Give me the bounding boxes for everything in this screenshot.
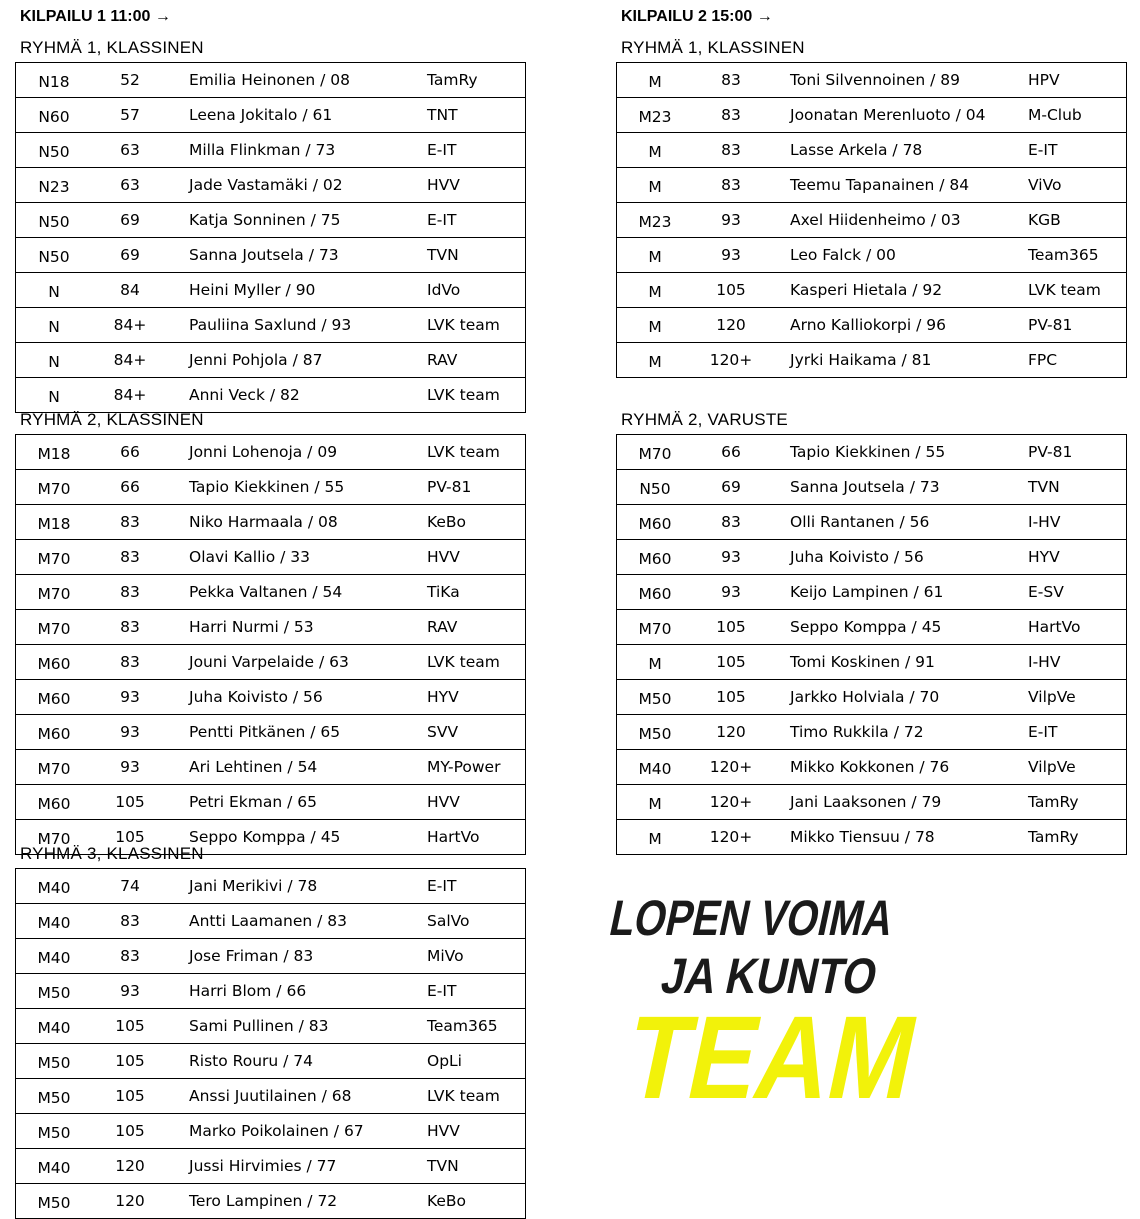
club-cell: LVK team (427, 1079, 526, 1114)
lifter-name-cell: Tomi Koskinen / 91 (769, 645, 1028, 680)
club-cell: FPC (1028, 343, 1127, 378)
table-row (16, 645, 526, 680)
weight-cell: 52 (92, 63, 168, 98)
weight-class-cell: N (16, 273, 93, 308)
club-cell: HVV (427, 540, 526, 575)
weight-cell: 84+ (92, 343, 168, 378)
weight-class-cell: M50 (16, 1044, 93, 1079)
table-row (16, 1044, 526, 1079)
club-cell: HPV (1028, 63, 1127, 98)
weight-cell: 93 (92, 680, 168, 715)
club-cell: TamRy (427, 63, 526, 98)
lifter-name-cell: Pauliina Saxlund / 93 (168, 308, 427, 343)
lifter-name-cell: Juha Koivisto / 56 (769, 540, 1028, 575)
club-cell: KeBo (427, 1184, 526, 1219)
lifter-name-cell: Jani Laaksonen / 79 (769, 785, 1028, 820)
lifter-name-cell: Sanna Joutsela / 73 (769, 470, 1028, 505)
club-cell: LVK team (1028, 273, 1127, 308)
lifter-name-cell: Harri Nurmi / 53 (168, 610, 427, 645)
weight-class-cell: N (16, 343, 93, 378)
club-cell: E-IT (427, 869, 526, 904)
lifter-name-cell: Jouni Varpelaide / 63 (168, 645, 427, 680)
lifter-name-cell: Milla Flinkman / 73 (168, 133, 427, 168)
weight-cell: 83 (92, 904, 168, 939)
weight-cell: 93 (92, 750, 168, 785)
table-row (16, 168, 526, 203)
club-cell: HVV (427, 1114, 526, 1149)
competitor-table (15, 434, 526, 855)
lifter-name-cell: Jussi Hirvimies / 77 (168, 1149, 427, 1184)
table-row (16, 133, 526, 168)
weight-class-cell: M60 (16, 680, 93, 715)
weight-class-cell: M (617, 133, 694, 168)
weight-cell: 83 (92, 575, 168, 610)
lifter-name-cell: Mikko Tiensuu / 78 (769, 820, 1028, 855)
lifter-name-cell: Timo Rukkila / 72 (769, 715, 1028, 750)
club-cell: E-IT (427, 974, 526, 1009)
weight-cell: 93 (693, 540, 769, 575)
weight-class-cell: M (617, 308, 694, 343)
group-title: RYHMÄ 2, KLASSINEN (20, 410, 204, 429)
lifter-name-cell: Sami Pullinen / 83 (168, 1009, 427, 1044)
weight-class-cell: M18 (16, 435, 93, 470)
lifter-name-cell: Axel Hiidenheimo / 03 (769, 203, 1028, 238)
weight-cell: 63 (92, 133, 168, 168)
weight-class-cell: M (617, 63, 694, 98)
weight-class-cell: M40 (16, 1009, 93, 1044)
weight-class-cell: N50 (16, 238, 93, 273)
table-row (16, 238, 526, 273)
weight-class-cell: M70 (16, 820, 93, 855)
club-cell: LVK team (427, 308, 526, 343)
weight-class-cell: N23 (16, 168, 93, 203)
table-row (16, 939, 526, 974)
table-row (617, 435, 1127, 470)
weight-class-cell: M50 (16, 1079, 93, 1114)
group-title: RYHMÄ 1, KLASSINEN (621, 38, 805, 57)
lifter-name-cell: Joonatan Merenluoto / 04 (769, 98, 1028, 133)
club-cell: E-SV (1028, 575, 1127, 610)
table-row (617, 470, 1127, 505)
weight-class-cell: M50 (16, 1184, 93, 1219)
club-cell: RAV (427, 343, 526, 378)
weight-class-cell: N60 (16, 98, 93, 133)
table-row (16, 378, 526, 413)
weight-class-cell: M60 (16, 785, 93, 820)
table-row (16, 610, 526, 645)
lifter-name-cell: Katja Sonninen / 75 (168, 203, 427, 238)
weight-class-cell: N18 (16, 63, 93, 98)
lifter-name-cell: Emilia Heinonen / 08 (168, 63, 427, 98)
table-row (16, 869, 526, 904)
weight-cell: 66 (92, 435, 168, 470)
weight-cell: 105 (92, 820, 168, 855)
weight-class-cell: M40 (16, 1149, 93, 1184)
table-row (617, 505, 1127, 540)
weight-cell: 105 (92, 1044, 168, 1079)
club-cell: Team365 (1028, 238, 1127, 273)
club-cell: HartVo (1028, 610, 1127, 645)
lifter-name-cell: Ari Lehtinen / 54 (168, 750, 427, 785)
club-cell: MY-Power (427, 750, 526, 785)
lifter-name-cell: Seppo Komppa / 45 (168, 820, 427, 855)
weight-class-cell: M40 (16, 869, 93, 904)
lifter-name-cell: Niko Harmaala / 08 (168, 505, 427, 540)
weight-class-cell: M70 (16, 610, 93, 645)
lifter-name-cell: Keijo Lampinen / 61 (769, 575, 1028, 610)
weight-class-cell: M (617, 820, 694, 855)
table-row (16, 98, 526, 133)
table-row (617, 575, 1127, 610)
club-cell: PV-81 (427, 470, 526, 505)
table-row (617, 750, 1127, 785)
weight-class-cell: M40 (16, 939, 93, 974)
club-cell: OpLi (427, 1044, 526, 1079)
weight-cell: 83 (693, 133, 769, 168)
team-logo (604, 880, 1030, 1124)
table-row (617, 343, 1127, 378)
weight-class-cell: M70 (16, 540, 93, 575)
club-cell: VilpVe (1028, 680, 1127, 715)
table-row (16, 1149, 526, 1184)
lifter-name-cell: Tapio Kiekkinen / 55 (769, 435, 1028, 470)
club-cell: TamRy (1028, 785, 1127, 820)
table-row (617, 133, 1127, 168)
weight-cell: 105 (693, 645, 769, 680)
group-title: RYHMÄ 2, VARUSTE (621, 410, 788, 429)
table-row (16, 273, 526, 308)
lifter-name-cell: Jarkko Holviala / 70 (769, 680, 1028, 715)
competitor-table (616, 434, 1127, 855)
club-cell: TNT (427, 98, 526, 133)
table-row (617, 168, 1127, 203)
table-row (16, 203, 526, 238)
weight-cell: 83 (693, 505, 769, 540)
weight-class-cell: N50 (16, 133, 93, 168)
weight-cell: 93 (693, 575, 769, 610)
weight-cell: 83 (693, 98, 769, 133)
lifter-name-cell: Lasse Arkela / 78 (769, 133, 1028, 168)
club-cell: E-IT (427, 133, 526, 168)
weight-class-cell: M23 (617, 98, 694, 133)
weight-cell: 120 (693, 715, 769, 750)
lifter-name-cell: Heini Myller / 90 (168, 273, 427, 308)
table-row (16, 540, 526, 575)
lifter-name-cell: Arno Kalliokorpi / 96 (769, 308, 1028, 343)
club-cell: HartVo (427, 820, 526, 855)
weight-class-cell: M (617, 238, 694, 273)
club-cell: SalVo (427, 904, 526, 939)
logo-line-3: TEAM (615, 992, 978, 1124)
weight-class-cell: M70 (617, 610, 694, 645)
club-cell: IdVo (427, 273, 526, 308)
competitor-table (616, 62, 1127, 378)
lifter-name-cell: Anni Veck / 82 (168, 378, 427, 413)
club-cell: KeBo (427, 505, 526, 540)
weight-cell: 66 (92, 470, 168, 505)
club-cell: SVV (427, 715, 526, 750)
weight-class-cell: N50 (16, 203, 93, 238)
club-cell: HVV (427, 168, 526, 203)
lifter-name-cell: Jade Vastamäki / 02 (168, 168, 427, 203)
weight-cell: 120 (693, 308, 769, 343)
lifter-name-cell: Olli Rantanen / 56 (769, 505, 1028, 540)
club-cell: TVN (427, 238, 526, 273)
weight-cell: 57 (92, 98, 168, 133)
weight-class-cell: N (16, 378, 93, 413)
weight-class-cell: M (617, 785, 694, 820)
table-row (16, 505, 526, 540)
competitor-table (15, 868, 526, 1219)
table-row (16, 1009, 526, 1044)
club-cell: E-IT (427, 203, 526, 238)
lifter-name-cell: Mikko Kokkonen / 76 (769, 750, 1028, 785)
weight-class-cell: M50 (16, 1114, 93, 1149)
group-title: RYHMÄ 1, KLASSINEN (20, 38, 204, 57)
weight-cell: 84+ (92, 378, 168, 413)
weight-cell: 120+ (693, 785, 769, 820)
lifter-name-cell: Kasperi Hietala / 92 (769, 273, 1028, 308)
table-row (16, 904, 526, 939)
lifter-name-cell: Jyrki Haikama / 81 (769, 343, 1028, 378)
weight-class-cell: M60 (617, 540, 694, 575)
table-row (617, 645, 1127, 680)
table-row (16, 750, 526, 785)
weight-cell: 83 (92, 610, 168, 645)
table-row (617, 238, 1127, 273)
weight-cell: 120 (92, 1184, 168, 1219)
lifter-name-cell: Seppo Komppa / 45 (769, 610, 1028, 645)
weight-cell: 74 (92, 869, 168, 904)
table-row (16, 715, 526, 750)
lifter-name-cell: Sanna Joutsela / 73 (168, 238, 427, 273)
weight-cell: 93 (92, 715, 168, 750)
lifter-name-cell: Risto Rouru / 74 (168, 1044, 427, 1079)
weight-cell: 83 (92, 505, 168, 540)
weight-class-cell: M23 (617, 203, 694, 238)
table-row (617, 63, 1127, 98)
table-row (16, 1114, 526, 1149)
weight-cell: 84 (92, 273, 168, 308)
club-cell: LVK team (427, 435, 526, 470)
weight-class-cell: M60 (16, 645, 93, 680)
table-row (16, 1079, 526, 1114)
weight-cell: 105 (693, 680, 769, 715)
lifter-name-cell: Marko Poikolainen / 67 (168, 1114, 427, 1149)
lifter-name-cell: Petri Ekman / 65 (168, 785, 427, 820)
weight-cell: 120+ (693, 820, 769, 855)
competition-1-header: KILPAILU 1 11:00 → (20, 8, 171, 25)
weight-class-cell: M18 (16, 505, 93, 540)
weight-class-cell: M60 (617, 505, 694, 540)
club-cell: TVN (427, 1149, 526, 1184)
competition-2-header: KILPAILU 2 15:00 → (621, 8, 773, 25)
weight-class-cell: M40 (16, 904, 93, 939)
table-row (617, 785, 1127, 820)
weight-class-cell: M50 (617, 715, 694, 750)
table-row (617, 820, 1127, 855)
weight-cell: 93 (693, 203, 769, 238)
club-cell: KGB (1028, 203, 1127, 238)
weight-cell: 83 (92, 645, 168, 680)
lifter-name-cell: Teemu Tapanainen / 84 (769, 168, 1028, 203)
table-row (617, 540, 1127, 575)
club-cell: I-HV (1028, 505, 1127, 540)
weight-class-cell: M70 (16, 470, 93, 505)
club-cell: LVK team (427, 645, 526, 680)
lifter-name-cell: Leo Falck / 00 (769, 238, 1028, 273)
weight-cell: 120+ (693, 750, 769, 785)
weight-cell: 63 (92, 168, 168, 203)
lifter-name-cell: Leena Jokitalo / 61 (168, 98, 427, 133)
club-cell: TamRy (1028, 820, 1127, 855)
weight-cell: 105 (92, 1079, 168, 1114)
table-row (16, 435, 526, 470)
logo-line-1: LOPEN VOIMA (604, 889, 967, 946)
lifter-name-cell: Tapio Kiekkinen / 55 (168, 470, 427, 505)
weight-cell: 69 (92, 203, 168, 238)
table-row (617, 308, 1127, 343)
lifter-name-cell: Toni Silvennoinen / 89 (769, 63, 1028, 98)
club-cell: MiVo (427, 939, 526, 974)
weight-class-cell: M50 (16, 974, 93, 1009)
table-row (16, 1184, 526, 1219)
weight-cell: 105 (92, 1009, 168, 1044)
lifter-name-cell: Juha Koivisto / 56 (168, 680, 427, 715)
weight-class-cell: M50 (617, 680, 694, 715)
table-row (617, 203, 1127, 238)
lifter-name-cell: Jose Friman / 83 (168, 939, 427, 974)
weight-cell: 105 (693, 273, 769, 308)
weight-class-cell: N50 (617, 470, 694, 505)
weight-cell: 66 (693, 435, 769, 470)
club-cell: RAV (427, 610, 526, 645)
table-row (617, 715, 1127, 750)
weight-class-cell: M (617, 343, 694, 378)
weight-class-cell: M (617, 168, 694, 203)
weight-cell: 83 (693, 168, 769, 203)
club-cell: PV-81 (1028, 435, 1127, 470)
club-cell: ViVo (1028, 168, 1127, 203)
group-title: RYHMÄ 3, KLASSINEN (20, 844, 204, 863)
club-cell: TiKa (427, 575, 526, 610)
weight-cell: 69 (92, 238, 168, 273)
club-cell: E-IT (1028, 715, 1127, 750)
lifter-name-cell: Anssi Juutilainen / 68 (168, 1079, 427, 1114)
lifter-name-cell: Tero Lampinen / 72 (168, 1184, 427, 1219)
weight-cell: 105 (92, 785, 168, 820)
weight-class-cell: M60 (16, 715, 93, 750)
club-cell: HYV (427, 680, 526, 715)
weight-class-cell: N (16, 308, 93, 343)
club-cell: HVV (427, 785, 526, 820)
weight-class-cell: M40 (617, 750, 694, 785)
weight-cell: 105 (693, 610, 769, 645)
club-cell: I-HV (1028, 645, 1127, 680)
table-row (16, 575, 526, 610)
club-cell: HYV (1028, 540, 1127, 575)
table-row (617, 610, 1127, 645)
lifter-name-cell: Jonni Lohenoja / 09 (168, 435, 427, 470)
table-row (16, 470, 526, 505)
club-cell: LVK team (427, 378, 526, 413)
weight-cell: 83 (92, 939, 168, 974)
table-row (16, 343, 526, 378)
weight-class-cell: M70 (617, 435, 694, 470)
table-row (16, 785, 526, 820)
weight-class-cell: M (617, 645, 694, 680)
lifter-name-cell: Harri Blom / 66 (168, 974, 427, 1009)
lifter-name-cell: Pekka Valtanen / 54 (168, 575, 427, 610)
competitor-table (15, 62, 526, 413)
table-row (617, 273, 1127, 308)
lifter-name-cell: Antti Laamanen / 83 (168, 904, 427, 939)
table-row (16, 680, 526, 715)
weight-cell: 93 (92, 974, 168, 1009)
table-row (617, 680, 1127, 715)
weight-cell: 83 (693, 63, 769, 98)
club-cell: TVN (1028, 470, 1127, 505)
weight-cell: 120+ (693, 343, 769, 378)
weight-cell: 120 (92, 1149, 168, 1184)
lifter-name-cell: Pentti Pitkänen / 65 (168, 715, 427, 750)
table-row (617, 98, 1127, 133)
club-cell: E-IT (1028, 133, 1127, 168)
weight-cell: 105 (92, 1114, 168, 1149)
table-row (16, 308, 526, 343)
logo-line-2: JA KUNTO (656, 947, 922, 1004)
weight-class-cell: M (617, 273, 694, 308)
club-cell: VilpVe (1028, 750, 1127, 785)
weight-cell: 84+ (92, 308, 168, 343)
table-row (16, 63, 526, 98)
club-cell: M-Club (1028, 98, 1127, 133)
weight-cell: 69 (693, 470, 769, 505)
lifter-name-cell: Olavi Kallio / 33 (168, 540, 427, 575)
weight-cell: 83 (92, 540, 168, 575)
weight-class-cell: M70 (16, 575, 93, 610)
lifter-name-cell: Jani Merikivi / 78 (168, 869, 427, 904)
weight-class-cell: M60 (617, 575, 694, 610)
club-cell: PV-81 (1028, 308, 1127, 343)
weight-class-cell: M70 (16, 750, 93, 785)
weight-cell: 93 (693, 238, 769, 273)
table-row (16, 974, 526, 1009)
lifter-name-cell: Jenni Pohjola / 87 (168, 343, 427, 378)
club-cell: Team365 (427, 1009, 526, 1044)
